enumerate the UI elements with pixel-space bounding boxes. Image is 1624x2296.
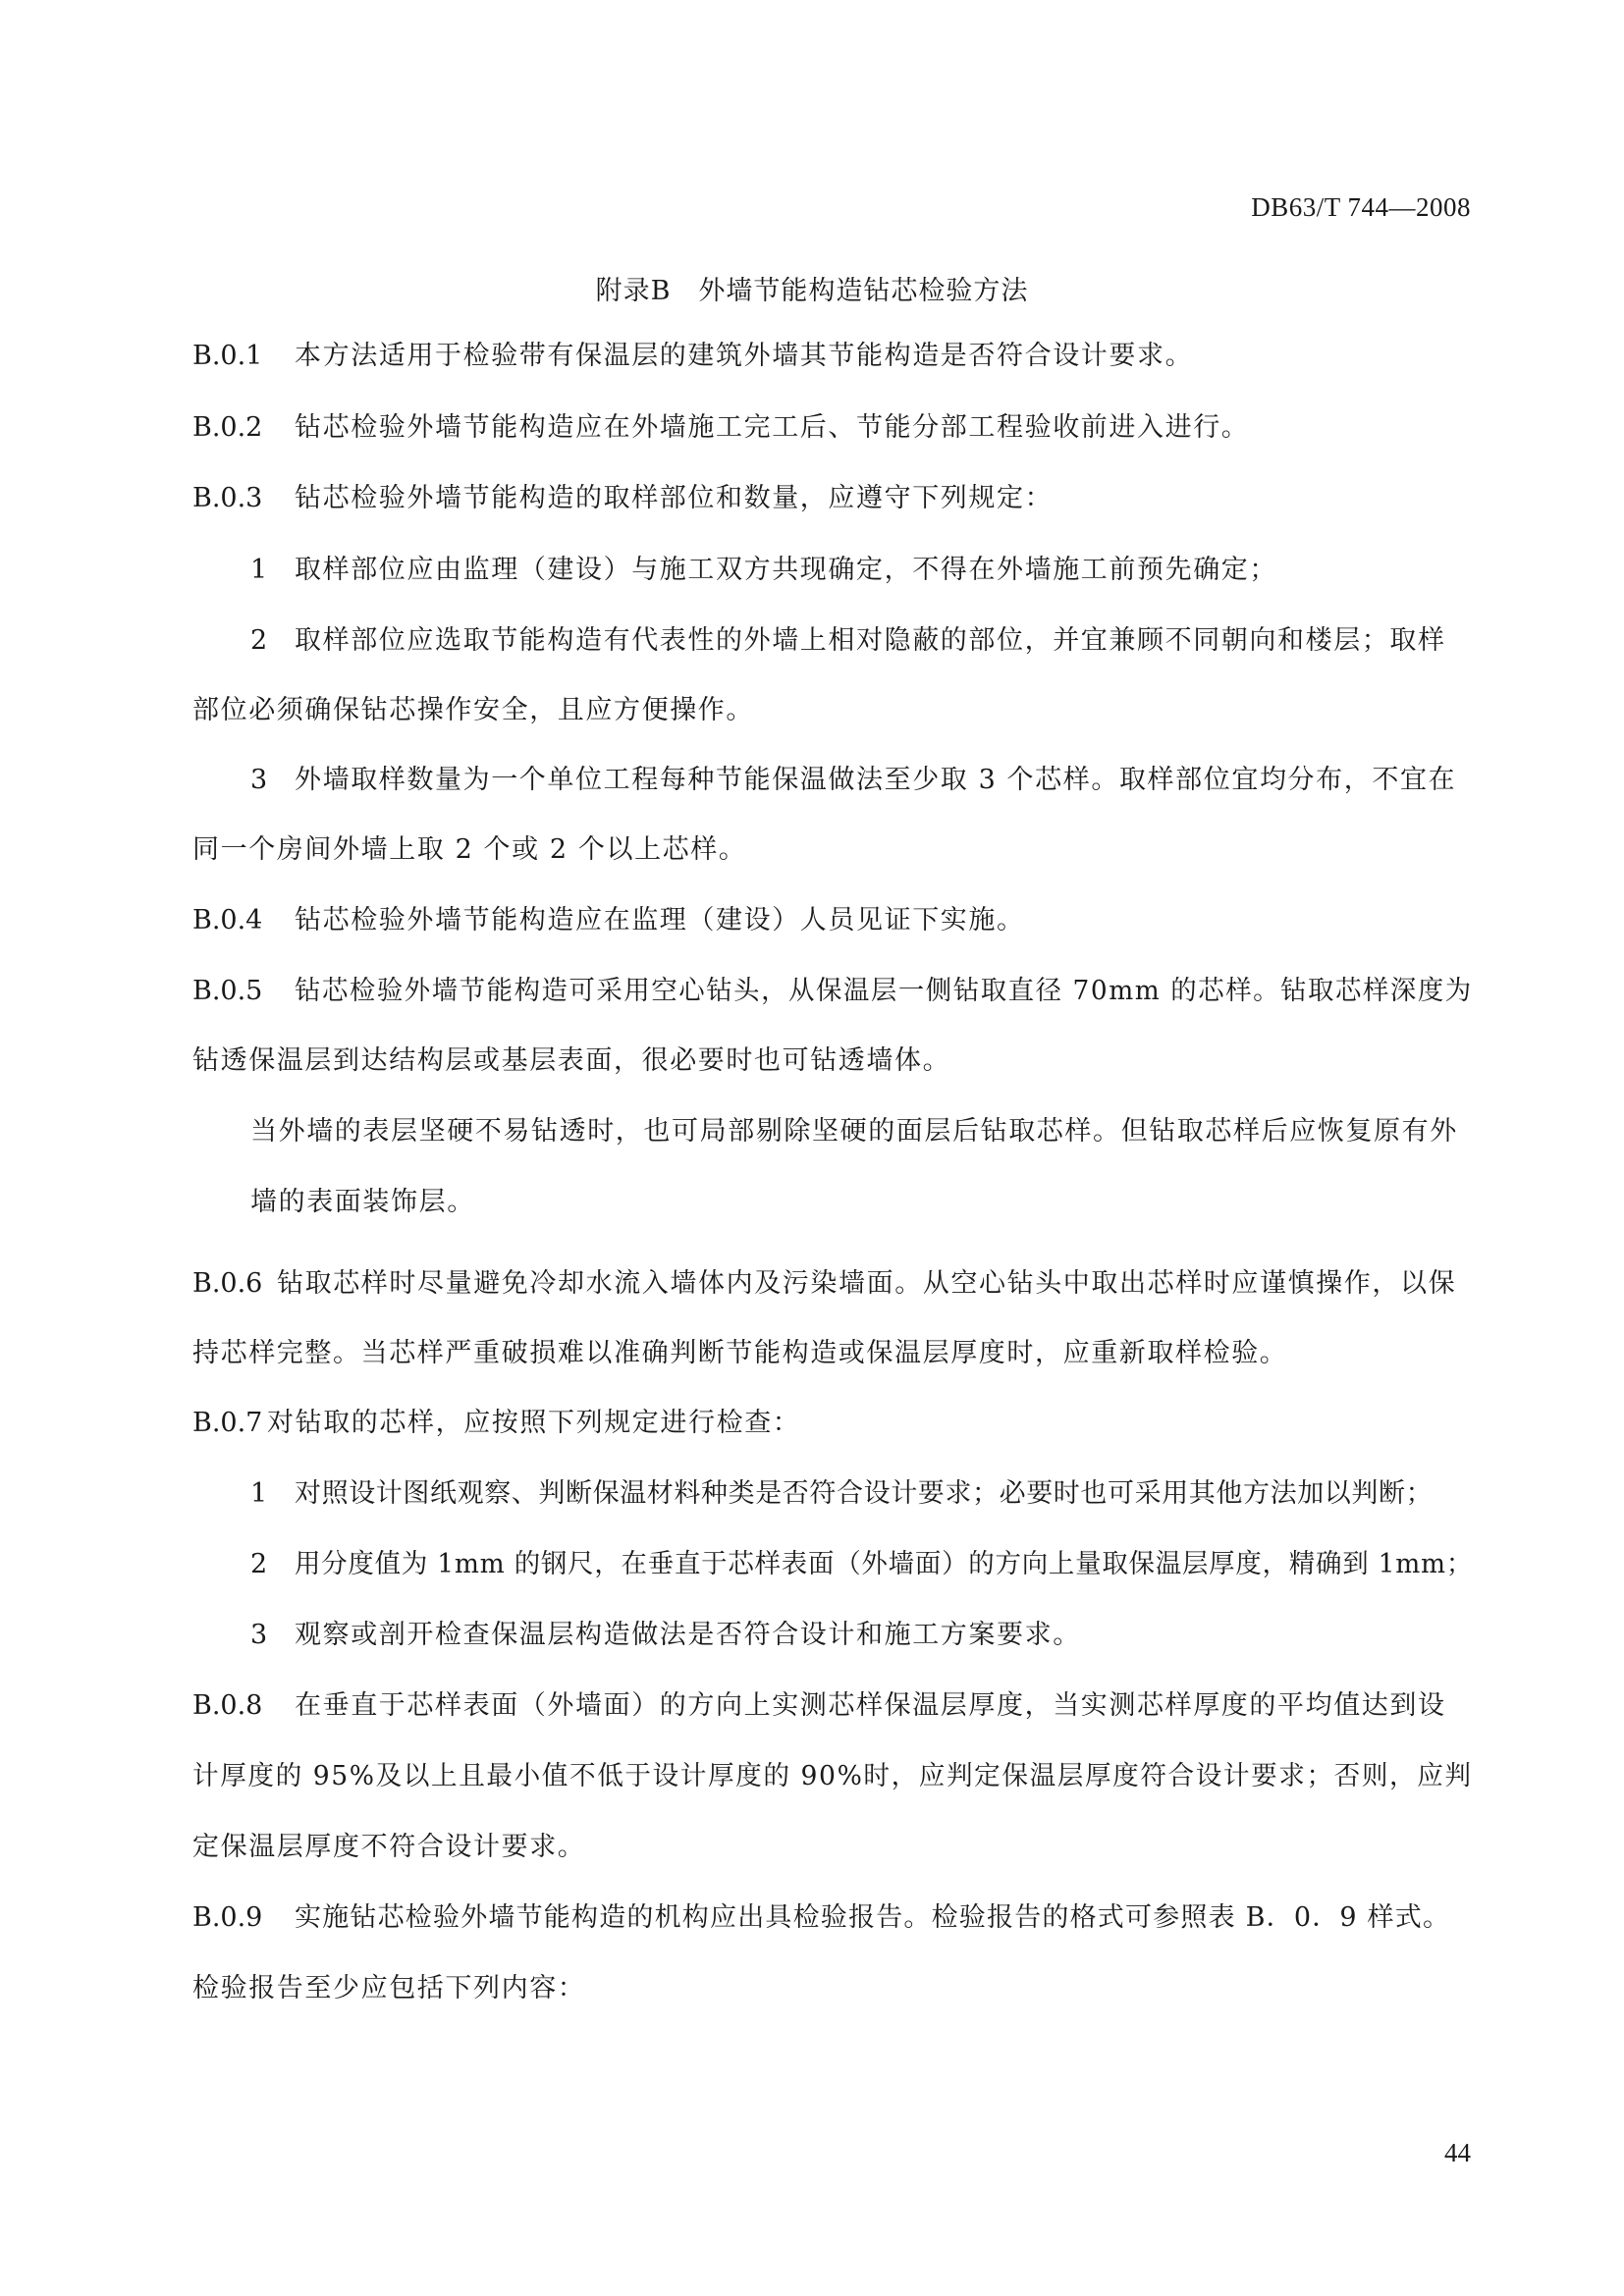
clause-text: 钻芯检验外墙节能构造可采用空心钻头，从保温层一侧钻取直径 70mm 的芯样。钻取芯样深度为 bbox=[295, 976, 1473, 1006]
clause-text-cont: 持芯样完整。当芯样严重破损难以准确判断节能构造或保温层厚度时，应重新取样检验。 bbox=[192, 1338, 1288, 1368]
standard-code: DB63/T 744—2008 bbox=[1251, 192, 1471, 222]
item-text-cont: 同一个房间外墙上取 2 个或 2 个以上芯样。 bbox=[192, 834, 747, 865]
item-number: 2 bbox=[250, 1549, 268, 1579]
item-text: 对照设计图纸观察、判断保温材料种类是否符合设计要求；必要时也可采用其他方法加以判断； bbox=[295, 1478, 1434, 1509]
clause-text-cont: 检验报告至少应包括下列内容： bbox=[192, 1973, 586, 2003]
clause-text: 在垂直于芯样表面（外墙面）的方向上实测芯样保温层厚度，当实测芯样厚度的平均值达到设 bbox=[295, 1690, 1446, 1721]
clause-text-cont: 钻透保温层到达结构层或基层表面，很必要时也可钻透墙体。 bbox=[192, 1045, 951, 1076]
clause-number: B.0.6 bbox=[192, 1268, 263, 1299]
item-number: 2 bbox=[250, 625, 268, 656]
clause-text: 本方法适用于检验带有保温层的建筑外墙其节能构造是否符合设计要求。 bbox=[295, 341, 1194, 371]
clause-text: 钻芯检验外墙节能构造的取样部位和数量，应遵守下列规定： bbox=[295, 483, 1054, 513]
clause-text: 对钻取的芯样，应按照下列规定进行检查： bbox=[267, 1408, 801, 1438]
item-number: 1 bbox=[250, 555, 268, 585]
clause-number: B.0.8 bbox=[192, 1690, 263, 1721]
item-number: 3 bbox=[250, 765, 268, 795]
clause-text: 钻取芯样时尽量避免冷却水流入墙体内及污染墙面。从空心钻头中取出芯样时应谨慎操作，以保 bbox=[277, 1268, 1457, 1299]
clause-number: B.0.5 bbox=[192, 976, 263, 1006]
clause-text: 钻芯检验外墙节能构造应在监理（建设）人员见证下实施。 bbox=[295, 905, 1025, 935]
item-text: 取样部位应由监理（建设）与施工双方共现确定，不得在外墙施工前预先确定； bbox=[295, 555, 1277, 585]
item-text-cont: 部位必须确保钻芯操作安全，且应方便操作。 bbox=[192, 695, 754, 725]
page-number: 44 bbox=[1444, 2138, 1471, 2167]
clause-text-cont: 计厚度的 95%及以上且最小值不低于设计厚度的 90%时，应判定保温层厚度符合设计要求；否则，应判 bbox=[192, 1761, 1473, 1791]
paragraph-text-cont: 墙的表面装饰层。 bbox=[250, 1187, 475, 1217]
item-text: 取样部位应选取节能构造有代表性的外墙上相对隐蔽的部位，并宜兼顾不同朝向和楼层；取样 bbox=[295, 625, 1446, 656]
clause-number: B.0.9 bbox=[192, 1902, 263, 1933]
item-number: 3 bbox=[250, 1620, 268, 1650]
clause-number: B.0.7 bbox=[192, 1408, 263, 1438]
paragraph-text: 当外墙的表层坚硬不易钻透时，也可局部剔除坚硬的面层后钻取芯样。但钻取芯样后应恢复原有外 bbox=[250, 1116, 1458, 1147]
clause-text: 钻芯检验外墙节能构造应在外墙施工完工后、节能分部工程验收前进入进行。 bbox=[295, 412, 1250, 443]
item-text: 用分度值为 1mm 的钢尺，在垂直于芯样表面（外墙面）的方向上量取保温层厚度，精确到 1mm； bbox=[295, 1549, 1474, 1579]
clause-number: B.0.1 bbox=[192, 341, 263, 371]
item-number: 1 bbox=[250, 1478, 268, 1509]
appendix-title: 附录B 外墙节能构造钻芯检验方法 bbox=[595, 276, 1029, 306]
item-text: 观察或剖开检查保温层构造做法是否符合设计和施工方案要求。 bbox=[295, 1620, 1081, 1650]
item-text: 外墙取样数量为一个单位工程每种节能保温做法至少取 3 个芯样。取样部位宜均分布，不宜在 bbox=[295, 765, 1457, 795]
clause-number: B.0.4 bbox=[192, 905, 263, 935]
clause-number: B.0.2 bbox=[192, 412, 263, 443]
clause-text: 实施钻芯检验外墙节能构造的机构应出具检验报告。检验报告的格式可参照表 B．0．9 样式。 bbox=[295, 1902, 1451, 1933]
clause-number: B.0.3 bbox=[192, 483, 263, 513]
clause-text-cont: 定保温层厚度不符合设计要求。 bbox=[192, 1832, 586, 1862]
